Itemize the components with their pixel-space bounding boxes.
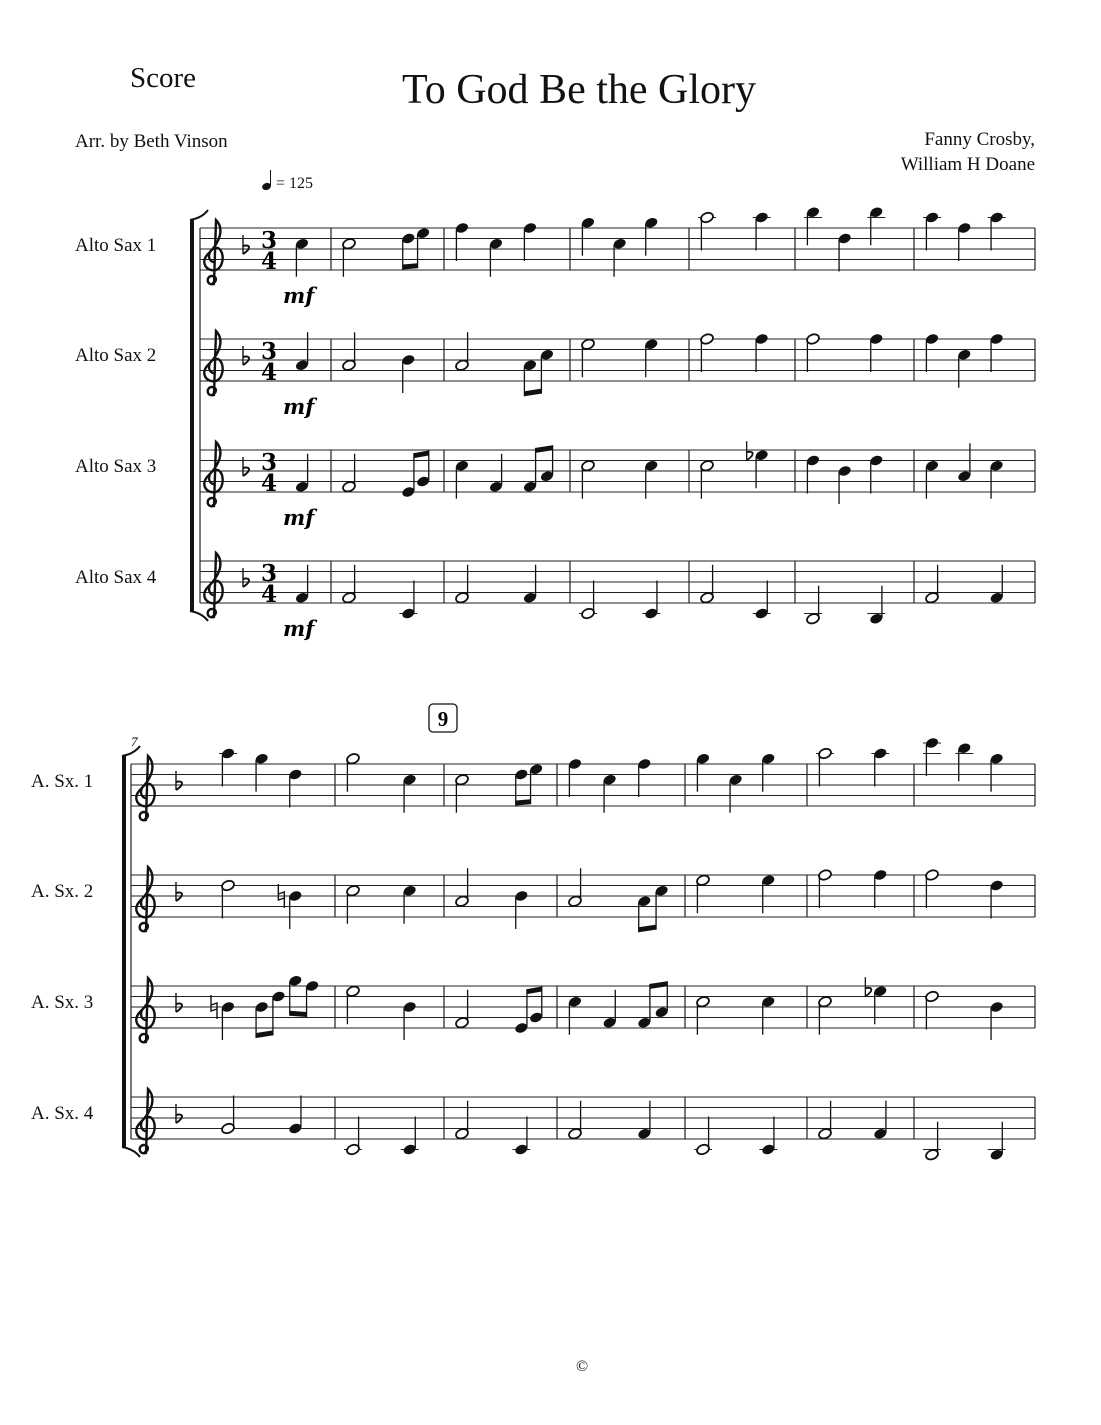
instrument-label-asx-2: A. Sx. 2 bbox=[31, 881, 94, 902]
flat-sign-bowl bbox=[176, 1004, 182, 1012]
instrument-label-asx-3: A. Sx. 3 bbox=[31, 992, 94, 1013]
dynamic-marking: mf bbox=[283, 283, 315, 308]
instrument-label-alto-sax-3: Alto Sax 3 bbox=[75, 456, 157, 477]
flat-sign-bowl bbox=[243, 579, 249, 587]
staff-asx-4 bbox=[131, 1089, 1035, 1161]
time-signature-top: 3 bbox=[260, 560, 278, 587]
flat-accidental-bowl bbox=[865, 988, 871, 996]
time-signature-top: 3 bbox=[260, 227, 278, 254]
instrument-label-asx-1: A. Sx. 1 bbox=[31, 771, 94, 792]
time-signature-bottom: 4 bbox=[260, 359, 278, 386]
flat-sign-bowl bbox=[176, 782, 182, 790]
dynamic-marking: mf bbox=[283, 616, 315, 641]
treble-clef-icon bbox=[204, 220, 222, 284]
staff-asx-2 bbox=[131, 867, 1035, 932]
eighth-beam bbox=[639, 925, 656, 933]
treble-clef-icon bbox=[204, 553, 222, 617]
page-title: To God Be the Glory bbox=[402, 67, 757, 113]
system-1 bbox=[190, 210, 208, 621]
staff-asx-3 bbox=[131, 974, 1035, 1042]
eighth-beam bbox=[256, 1030, 273, 1038]
composer-credit-line1: Fanny Crosby, bbox=[924, 129, 1035, 150]
quarter-note-icon bbox=[262, 174, 272, 190]
treble-clef-icon bbox=[136, 1089, 154, 1153]
instrument-label-alto-sax-1: Alto Sax 1 bbox=[75, 235, 157, 256]
eighth-beam bbox=[414, 451, 429, 459]
time-signature-top: 3 bbox=[260, 338, 278, 365]
bracket-hook-bottom bbox=[190, 611, 208, 621]
bracket-hook-top bbox=[190, 210, 208, 220]
flat-sign-bowl bbox=[243, 468, 249, 476]
staff-asx-1 bbox=[131, 737, 1035, 821]
eighth-beam bbox=[290, 1011, 307, 1017]
eighth-beam bbox=[524, 389, 541, 397]
treble-clef-icon bbox=[136, 978, 154, 1042]
instrument-label-asx-4: A. Sx. 4 bbox=[31, 1103, 94, 1124]
score-label: Score bbox=[130, 62, 197, 94]
dynamic-marking: mf bbox=[283, 505, 315, 530]
instrument-label-alto-sax-4: Alto Sax 4 bbox=[75, 567, 157, 588]
flat-sign-bowl bbox=[176, 893, 182, 901]
copyright-notice: © bbox=[576, 1358, 589, 1375]
flat-sign-bowl bbox=[243, 246, 249, 254]
flat-accidental-bowl bbox=[747, 452, 753, 460]
arranger-credit: Arr. by Beth Vinson bbox=[75, 131, 228, 152]
rehearsal-mark: 9 bbox=[437, 707, 449, 731]
tempo-marking bbox=[262, 174, 313, 193]
staff-alto-sax-3 bbox=[200, 441, 1035, 530]
flat-sign-bowl bbox=[176, 1115, 182, 1123]
time-signature-bottom: 4 bbox=[260, 581, 278, 608]
tempo-value: = 125 bbox=[276, 175, 314, 192]
treble-clef-icon bbox=[136, 756, 154, 820]
treble-clef-icon bbox=[136, 867, 154, 931]
system-2 bbox=[122, 704, 457, 1157]
eighth-beam bbox=[516, 799, 531, 805]
eighth-beam bbox=[527, 987, 542, 995]
treble-clef-icon bbox=[204, 442, 222, 506]
eighth-beam bbox=[650, 981, 667, 989]
bracket-hook-bottom bbox=[122, 1147, 140, 1157]
measure-number: 7 bbox=[131, 734, 138, 749]
staff-alto-sax-2 bbox=[200, 331, 1035, 419]
flat-sign-bowl bbox=[243, 357, 249, 365]
treble-clef-icon bbox=[204, 331, 222, 395]
time-signature-bottom: 4 bbox=[260, 470, 278, 497]
time-signature-bottom: 4 bbox=[260, 248, 278, 275]
instrument-label-alto-sax-2: Alto Sax 2 bbox=[75, 345, 157, 366]
dynamic-marking: mf bbox=[283, 394, 315, 419]
time-signature-top: 3 bbox=[260, 449, 278, 476]
staff-alto-sax-4 bbox=[200, 553, 1035, 641]
eighth-beam bbox=[403, 263, 418, 269]
staff-alto-sax-1 bbox=[200, 206, 1035, 308]
eighth-beam bbox=[536, 445, 553, 453]
composer-credit-line2: William H Doane bbox=[900, 154, 1035, 175]
